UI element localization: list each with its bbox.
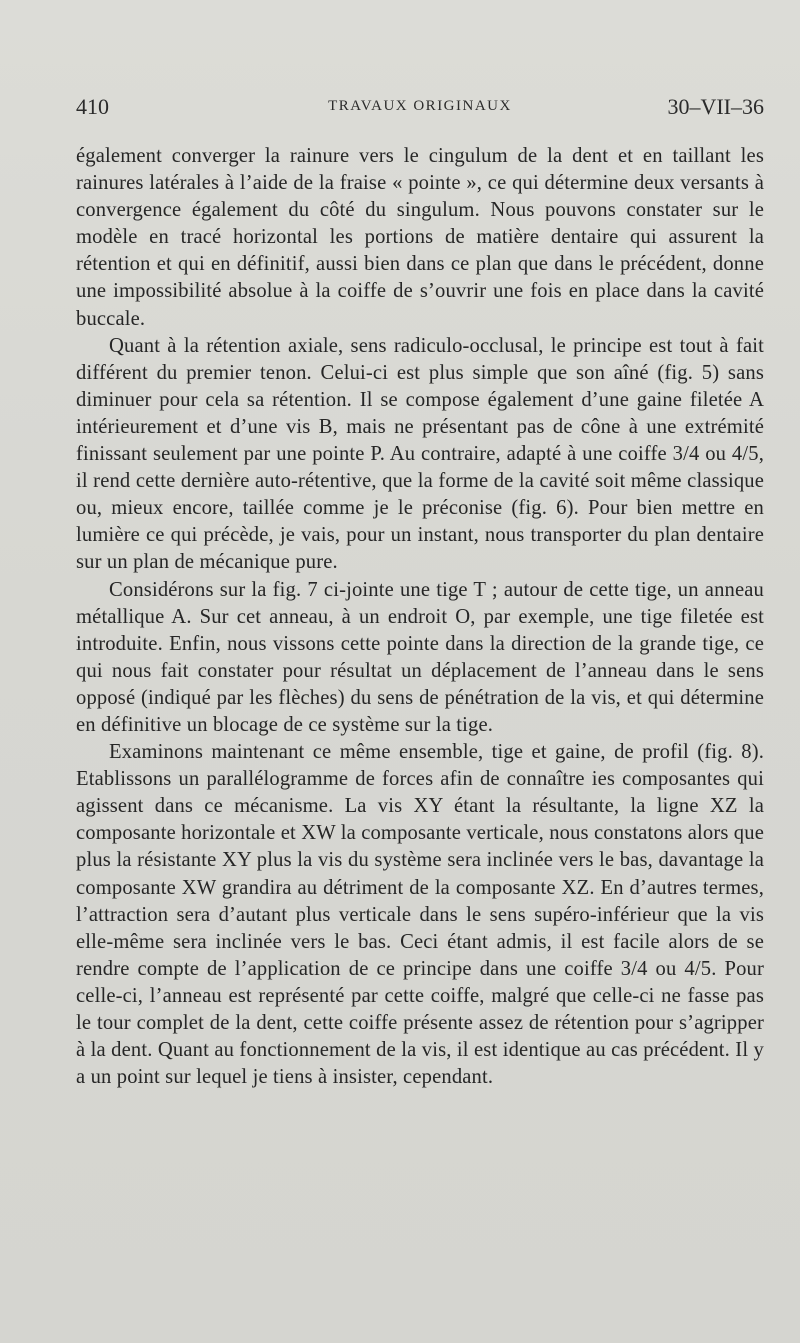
issue-reference: 30–VII–36 xyxy=(667,94,764,119)
paragraph-3: Considérons sur la fig. 7 ci-jointe une tige T ; autour de cette tige, un anneau métallique A. Sur cet anneau, à un endroit O, par exemple, une tige filetée est introduite. Enfin, nous vissons cette pointe dans la direction de la grande tige, ce qui nous fait constater pour résultat un déplacement de l’anneau dans le sens opposé (indiqué par les flèches) du sens de pénétration de la vis, et qui détermine en définitive un blocage de ce système sur la tige. xyxy=(76,578,764,736)
paragraph-4: Examinons maintenant ce même ensemble, tige et gaine, de profil (fig. 8). Etablissons un parallélogramme de forces afin de connaître ies composantes qui agissent dans ce mécanisme. La vis XY étant la résultante, la ligne XZ la composante horizontale et XW la composante verticale, nous constatons alors que plus la résistante XY plus la vis du système sera inclinée vers le bas, davantage la composante XW grandira au détriment de la composante XZ. En d’autres termes, l’attraction sera d’autant plus verticale dans le sens supéro-inférieur que la vis elle-même sera inclinée vers le bas. Ceci étant admis, il est facile alors de se rendre compte de l’application de ce principe dans une coiffe 3/4 ou 4/5. Pour celle-ci, l’anneau est représenté par cette coiffe, malgré que celle-ci ne fasse pas le tour complet de la dent, cette coiffe présente assez de rétention pour s’agripper à la dent. Quant au fonctionnement de la vis, il est identique au cas précédent. Il y a un point sur lequel je tiens à insister, cependant. xyxy=(76,741,764,1089)
paragraph-1: également converger la rainure vers le cingulum de la dent et en taillant les rainures latérales à l’aide de la fraise « pointe », ce qui détermine deux versants à convergence également du côté du singulum. Nous pouvons constater sur le modèle en tracé horizontal les portions de matière dentaire qui assurent la rétention et qui en définitif, aussi bien dans ce plan que dans le précédent, donne une impossibilité absolue à la coiffe de s’ouvrir une fois en place dans la cavité buccale. xyxy=(76,145,764,330)
page-header xyxy=(76,94,764,122)
body-text xyxy=(76,143,764,1091)
running-title: TRAVAUX ORIGINAUX xyxy=(328,98,512,114)
paragraph-2: Quant à la rétention axiale, sens radiculo-occlusal, le principe est tout à fait différent du premier tenon. Celui-ci est plus simple que son aîné (fig. 5) sans diminuer pour cela sa rétention. Il se compose également d’une gaine filetée A intérieurement et d’une vis B, mais ne présentant pas de cône à une extrémité finissant seulement par une pointe P. Au contraire, adapté à une coiffe 3/4 ou 4/5, il rend cette dernière auto-rétentive, que la forme de la cavité soit même classique ou, mieux encore, taillée comme je le préconise (fig. 6). Pour bien mettre en lumière ce qui précède, je vais, pour un instant, nous transporter du plan dentaire sur un plan de mécanique pure. xyxy=(76,334,764,574)
page-number: 410 xyxy=(76,94,109,119)
